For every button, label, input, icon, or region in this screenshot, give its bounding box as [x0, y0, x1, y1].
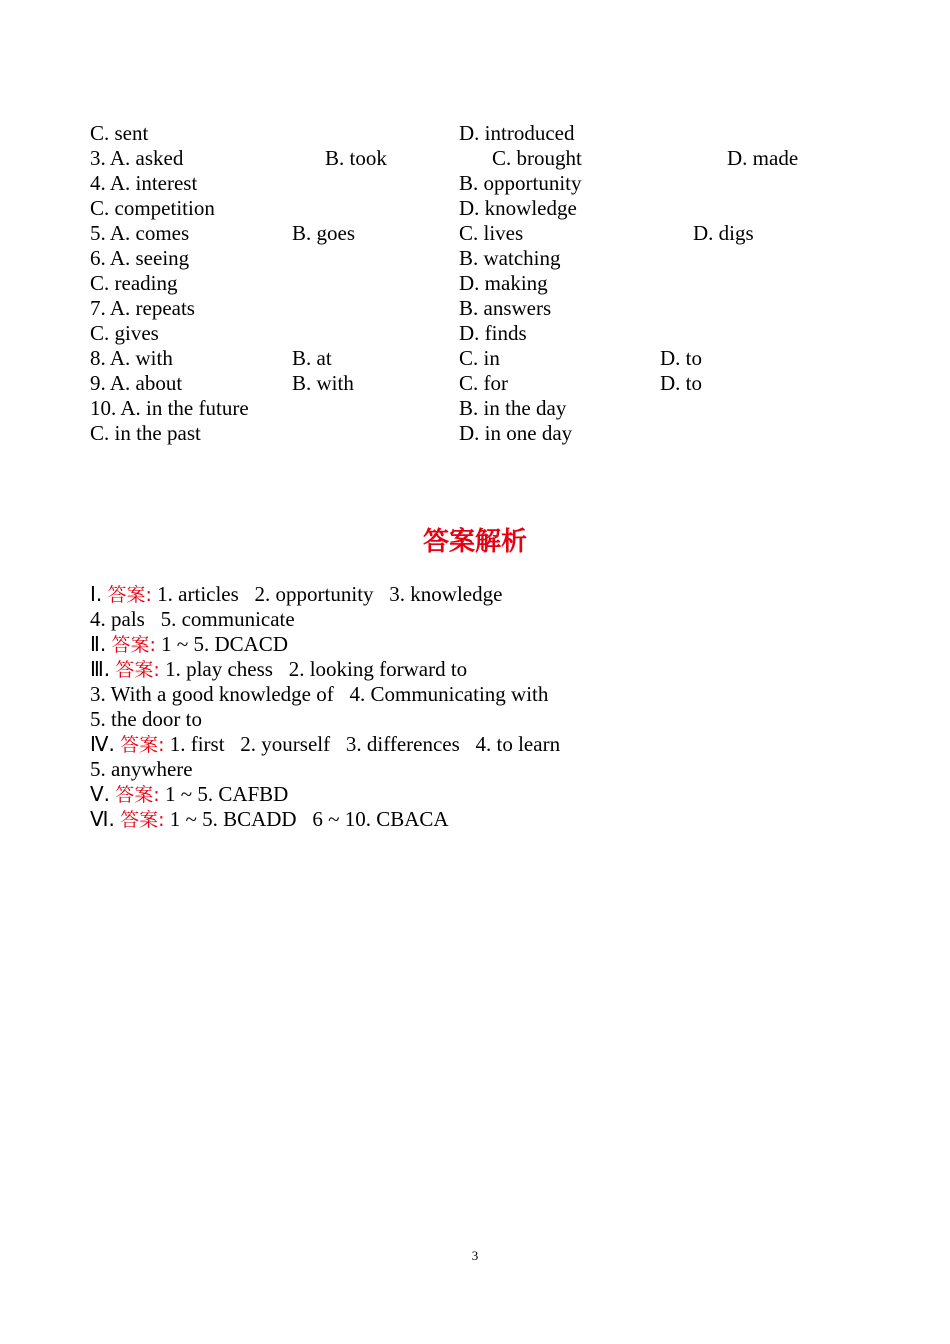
answer-label: 答案:: [115, 659, 160, 681]
answer-text: 1. first 2. yourself 3. differences 4. to learn: [169, 732, 561, 756]
option-d: D. digs: [693, 221, 754, 245]
option-c: C. brought: [492, 146, 582, 170]
answer-line: [90, 732, 560, 758]
option-c: C. reading: [90, 271, 178, 295]
answer-line: [90, 682, 548, 707]
option-a: 5. A. comes: [90, 221, 190, 245]
option-b: B. opportunity: [459, 171, 582, 195]
answer-line: [90, 632, 288, 658]
option-row: [0, 421, 950, 446]
option-b: B. took: [325, 146, 387, 170]
option-b: B. with: [292, 371, 354, 395]
option-b: B. watching: [459, 246, 561, 270]
option-d: D. making: [459, 271, 548, 295]
answer-line: [90, 807, 449, 833]
option-d: D. to: [660, 346, 702, 370]
section-numeral: Ⅵ.: [90, 807, 115, 831]
answer-label: 答案:: [111, 634, 156, 656]
option-b: B. in the day: [459, 396, 567, 420]
answer-line: [90, 607, 295, 632]
option-a: 4. A. interest: [90, 171, 198, 195]
answer-text: 5. anywhere: [90, 757, 193, 781]
option-c: C. in: [459, 346, 500, 370]
option-row: [0, 121, 950, 146]
option-a: 9. A. about: [90, 371, 183, 395]
option-row: [0, 371, 950, 396]
answer-line: [90, 782, 288, 808]
option-c: C. gives: [90, 321, 159, 345]
option-a: 8. A. with: [90, 346, 173, 370]
option-row: [0, 171, 950, 196]
option-c: C. sent: [90, 121, 149, 145]
option-d: D. in one day: [459, 421, 573, 445]
option-c: C. for: [459, 371, 508, 395]
answer-line: [90, 757, 193, 782]
option-c: C. in the past: [90, 421, 201, 445]
section-numeral: Ⅳ.: [90, 732, 115, 756]
option-row: [0, 296, 950, 321]
answer-text: 5. the door to: [90, 707, 202, 731]
option-d: D. finds: [459, 321, 527, 345]
option-a: 10. A. in the future: [90, 396, 249, 420]
option-row: [0, 196, 950, 221]
answer-text: 1 ~ 5. CAFBD: [164, 782, 289, 806]
answer-text: 1. articles 2. opportunity 3. knowledge: [157, 582, 503, 606]
answer-label: 答案:: [120, 809, 165, 831]
option-row: [0, 146, 950, 171]
option-row: [0, 346, 950, 371]
section-numeral: Ⅱ.: [90, 632, 107, 656]
answer-section-title: 答案解析: [422, 527, 527, 557]
option-b: B. answers: [459, 296, 552, 320]
answer-line: [90, 657, 467, 683]
answer-label: 答案:: [115, 784, 160, 806]
option-d: D. made: [727, 146, 799, 170]
option-d: D. introduced: [459, 121, 575, 145]
option-d: D. to: [660, 371, 702, 395]
option-row: [0, 246, 950, 271]
section-numeral: Ⅰ.: [90, 582, 103, 606]
option-d: D. knowledge: [459, 196, 577, 220]
option-row: [0, 221, 950, 246]
option-a: 6. A. seeing: [90, 246, 190, 270]
option-row: [0, 271, 950, 296]
answer-text: 3. With a good knowledge of 4. Communicating with: [90, 682, 549, 706]
answer-label: 答案:: [120, 734, 165, 756]
option-row: [0, 321, 950, 346]
section-numeral: Ⅴ.: [90, 782, 111, 806]
answer-label: 答案:: [107, 584, 152, 606]
answer-text: 1 ~ 5. DCACD: [161, 632, 288, 656]
answer-text: 1. play chess 2. looking forward to: [165, 657, 468, 681]
answer-text: 1 ~ 5. BCADD 6 ~ 10. CBACA: [169, 807, 449, 831]
option-a: 3. A. asked: [90, 146, 184, 170]
section-numeral: Ⅲ.: [90, 657, 111, 681]
option-b: B. at: [292, 346, 332, 370]
option-c: C. competition: [90, 196, 215, 220]
option-a: 7. A. repeats: [90, 296, 195, 320]
page-number: 3: [471, 1248, 479, 1263]
answer-text: 4. pals 5. communicate: [90, 607, 295, 631]
option-row: [0, 396, 950, 421]
answer-line: [90, 707, 202, 732]
answer-line: [90, 582, 502, 608]
option-c: C. lives: [459, 221, 524, 245]
option-b: B. goes: [292, 221, 355, 245]
